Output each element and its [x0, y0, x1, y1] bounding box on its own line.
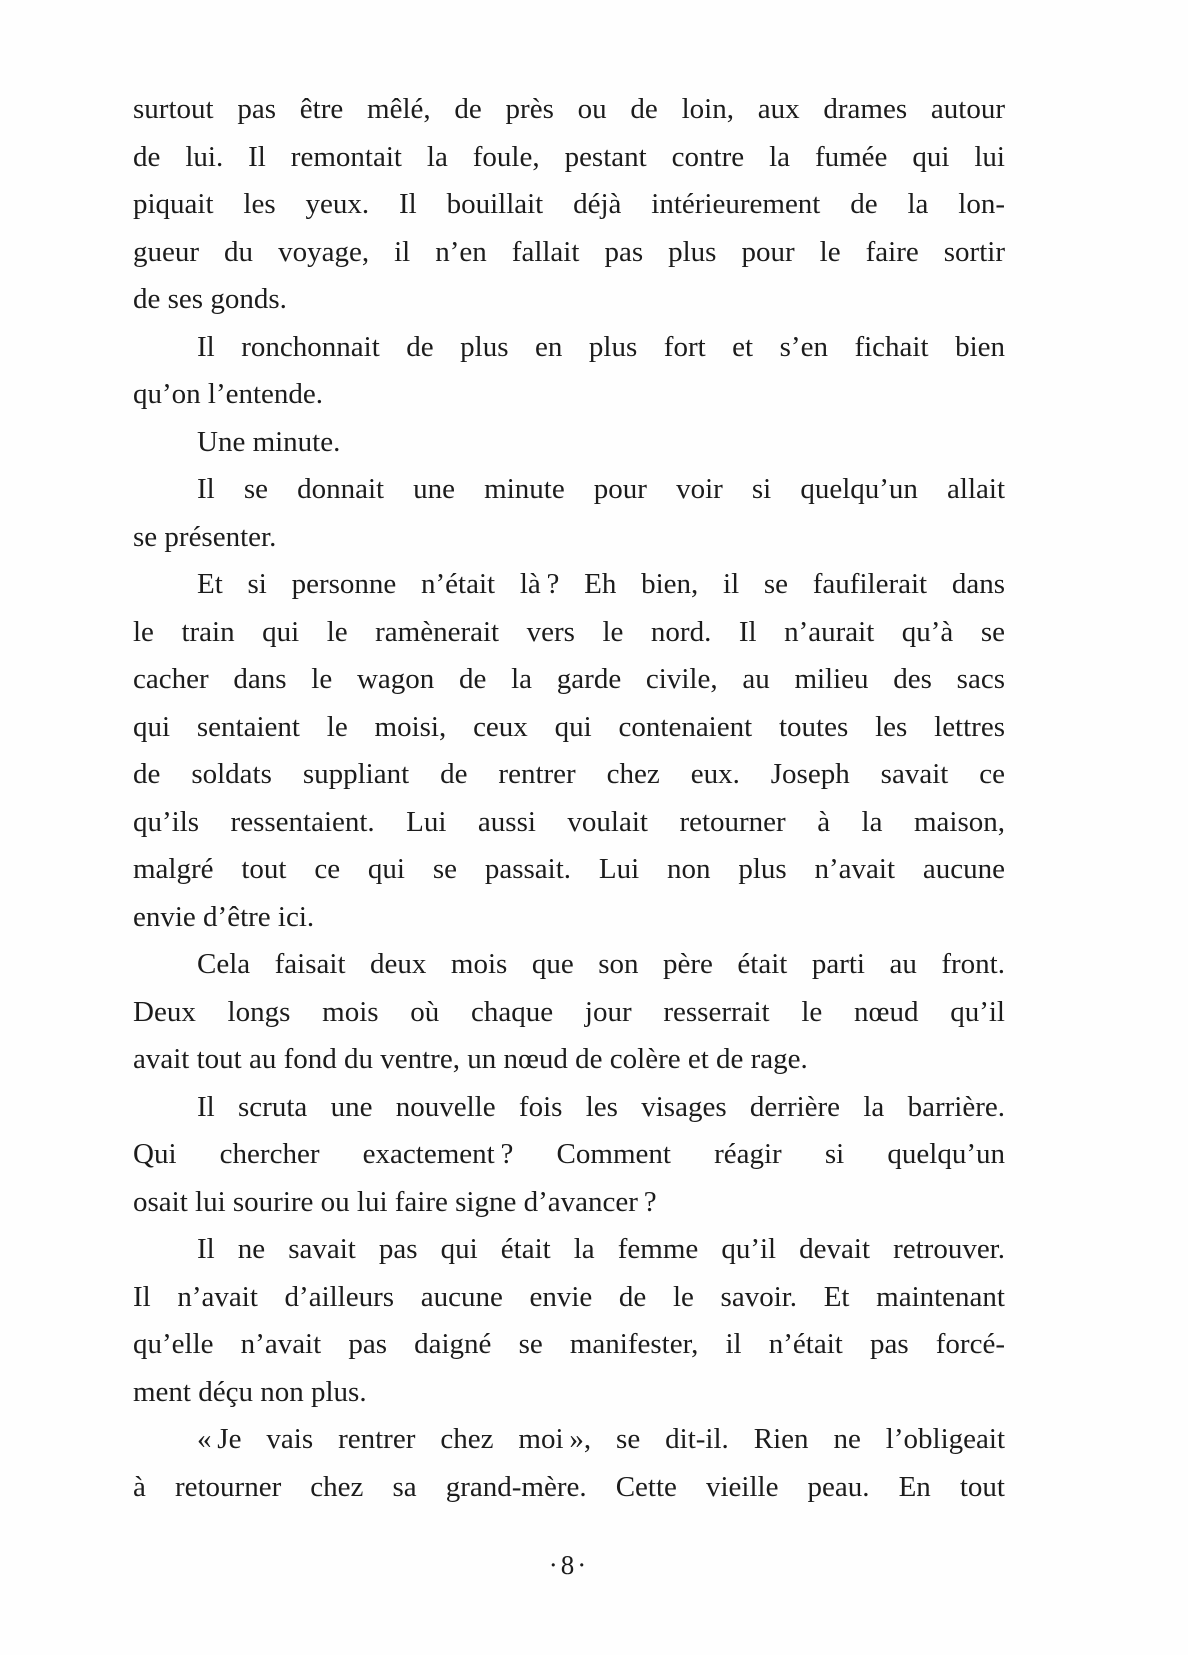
text-line: « Je vais rentrer chez moi », se dit-il. Rien ne l’obligeait: [197, 1423, 1005, 1455]
text-line: Une minute.: [197, 425, 341, 458]
text-line: qu’ils ressentaient. Lui aussi voulait retourner à la maison,: [133, 805, 1005, 838]
text-line: piquait les yeux. Il bouillait déjà intérieurement de la lon-: [133, 188, 1005, 220]
page-number: ·8·: [548, 1550, 590, 1580]
text-line: Il ronchonnait de plus en plus fort et s’en fichait bien: [197, 330, 1005, 363]
text-line: qui sentaient le moisi, ceux qui contenaient toutes les lettres: [133, 710, 1005, 743]
text-line: à retourner chez sa grand-mère. Cette vieille peau. En tout: [133, 1470, 1005, 1503]
text-line: cacher dans le wagon de la garde civile, au milieu des sacs: [133, 663, 1005, 695]
text-line: ment déçu non plus.: [133, 1375, 367, 1408]
text-line: Il se donnait une minute pour voir si quelqu’un allait: [197, 473, 1005, 505]
text-line: envie d’être ici.: [133, 900, 315, 933]
text-line: Il ne savait pas qui était la femme qu’il devait retrouver.: [197, 1233, 1005, 1265]
text-line: de soldats suppliant de rentrer chez eux. Joseph savait ce: [133, 758, 1005, 790]
text-line: osait lui sourire ou lui faire signe d’avancer ?: [133, 1185, 657, 1218]
text-line: gueur du voyage, il n’en fallait pas plus pour le faire sortir: [133, 235, 1005, 268]
text-line: de lui. Il remontait la foule, pestant contre la fumée qui lui: [133, 140, 1005, 173]
page-text: [133, 86, 1005, 1511]
text-line: Cela faisait deux mois que son père était parti au front.: [197, 948, 1005, 980]
text-line: qu’on l’entende.: [133, 378, 324, 410]
text-line: Et si personne n’était là ? Eh bien, il se faufilerait dans: [197, 568, 1005, 600]
text-line: le train qui le ramènerait vers le nord. Il n’aurait qu’à se: [133, 615, 1005, 648]
text-line: Il scruta une nouvelle fois les visages derrière la barrière.: [197, 1090, 1005, 1123]
text-line: qu’elle n’avait pas daigné se manifester, il n’était pas forcé-: [133, 1328, 1005, 1360]
text-line: surtout pas être mêlé, de près ou de loin, aux drames autour: [133, 93, 1005, 125]
text-line: Deux longs mois où chaque jour resserrait le nœud qu’il: [133, 995, 1005, 1028]
text-line: de ses gonds.: [133, 283, 287, 315]
text-line: avait tout au fond du ventre, un nœud de colère et de rage.: [133, 1043, 808, 1075]
text-line: Qui chercher exactement ? Comment réagir si quelqu’un: [133, 1138, 1005, 1170]
text-line: Il n’avait d’ailleurs aucune envie de le savoir. Et maintenant: [133, 1280, 1005, 1313]
text-line: malgré tout ce qui se passait. Lui non plus n’avait aucune: [133, 853, 1005, 885]
text-line: se présenter.: [133, 520, 277, 553]
